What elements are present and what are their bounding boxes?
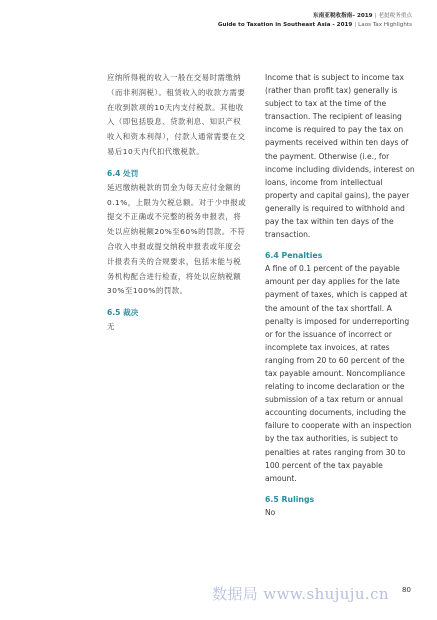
header-line-cn [218, 12, 412, 21]
en-section-64-heading: 6.4 Penalties [265, 251, 323, 261]
header-highlights-cn: 老挝税务重点 [378, 13, 412, 19]
header-highlights-en: Laos Tax Highlights [358, 22, 412, 28]
cn-section-65-heading: 6.5 裁决 [107, 308, 139, 318]
header-line-en [218, 21, 412, 30]
header-guide-title-cn: 东南亚税收指南 [313, 13, 353, 19]
page-header [218, 12, 412, 30]
cn-section-64-paragraph: 延迟缴纳税款的罚金为每天应付金额的0.1%，上限为欠税总额。对于少申报或提交不正确或不完整的税务申报表，将处以应纳税额20%至60%的罚款。不符合收入申报或提交纳税申报表或年度会计报表有关的合规要求，包括未能与税务机构配合进行检查，将处以应纳税额30%至100%的罚款。 [107, 182, 247, 296]
en-intro-paragraph: Income that is subject to income tax (rather than profit tax) generally is subject to tax at the time of the transaction. The recipient of leasing income is required to pay the tax on payments received within ten days of the payment. Otherwise (i.e., for income including dividends, interest on loans, income from intellectual property and capital gains), the payer generally is required to withhold and pay the tax within ten days of the transaction. [265, 73, 415, 240]
chinese-column [107, 71, 247, 335]
header-separator: | [354, 22, 357, 28]
page-number: 80 [402, 586, 411, 594]
watermark-text: 数据局 www.shujuju.cn [212, 585, 389, 603]
cn-section-64-heading: 6.4 处罚 [107, 168, 139, 178]
header-separator: | [374, 13, 377, 19]
en-section-65-heading: 6.5 Rulings [265, 494, 315, 504]
cn-intro-paragraph: 应纳所得税的收入一般在交易时需缴纳（而非利润税）。租赁收入的收款方需要在收到款项的10天内支付税款。其他收入（即包括股息、贷款利息、知识产权收入和资本利得），付款人通常需要在交易后10天内代扣代缴税款。 [107, 73, 246, 156]
en-section-65-paragraph: No [265, 507, 276, 517]
cn-section-65-paragraph: 无 [107, 322, 115, 332]
header-year: – 2019 [352, 13, 373, 19]
en-section-64-paragraph: A fine of 0.1 percent of the payable amount per day applies for the late payment of taxes, which is capped at the amount of the tax shortfall. A penalty is imposed for underreporting or for the issuance of incorrect or incomplete tax invoices, at rates ranging from 20 to 60 percent of the tax payable amount. Noncompliance relating to income declaration or the submission of a tax return or annual accounting documents, including the failure to cooperate with an inspection by the tax authorities, is subject to penalties at rates ranging from 30 to 100 percent of the tax payable amount. [265, 264, 412, 483]
header-guide-title-en: Guide to Taxation in Southeast Asia - 2019 [217, 22, 353, 28]
english-column [265, 71, 415, 519]
